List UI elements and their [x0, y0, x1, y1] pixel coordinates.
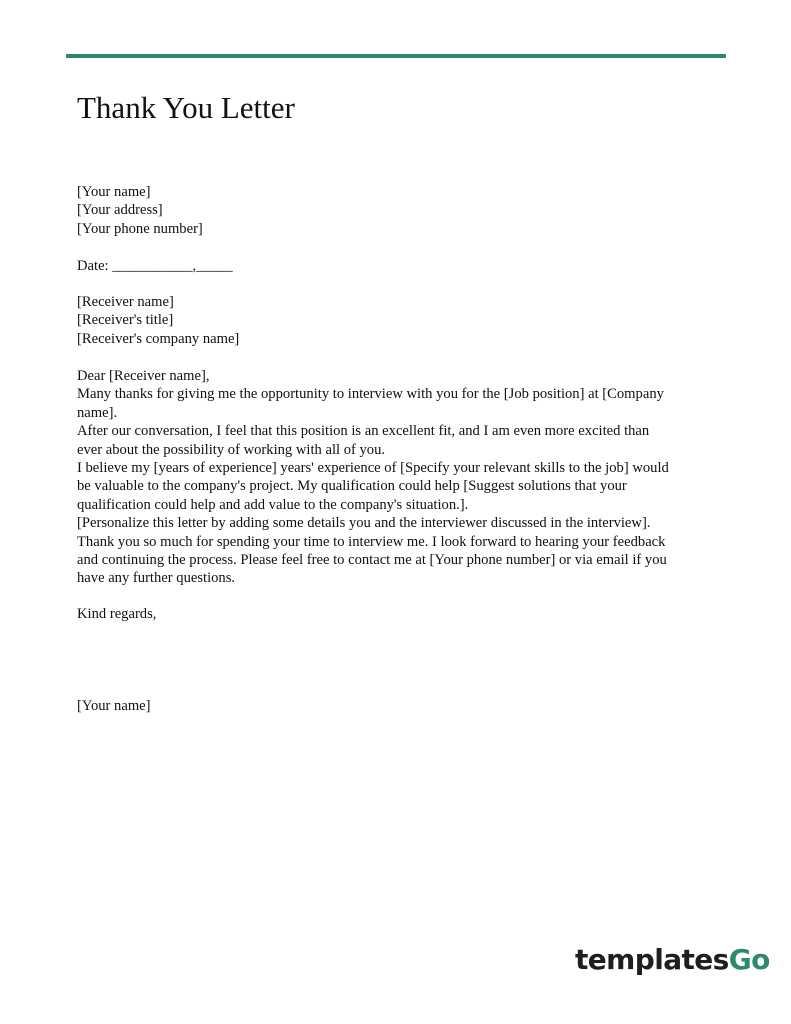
letter-title: Thank You Letter	[77, 90, 295, 125]
body-line: ever about the possibility of working with all of you.	[77, 441, 386, 458]
body-line: Many thanks for giving me the opportunity to interview with you for the [Job position] at [Company	[77, 386, 664, 403]
receiver-block	[77, 293, 239, 348]
body-line: and continuing the process. Please feel free to contact me at [Your phone number] or via email if you	[77, 552, 667, 569]
receiver-name: [Receiver name]	[77, 294, 174, 310]
closing-block	[77, 605, 156, 623]
sender-phone: [Your phone number]	[77, 220, 203, 237]
logo-text-go: Go	[728, 943, 770, 976]
receiver-title: [Receiver's title]	[77, 312, 174, 329]
body-line: qualification could help and add value to the company's situation.].	[77, 496, 469, 513]
signature-name: [Your name]	[77, 698, 151, 714]
body-line: Dear [Receiver name],	[77, 368, 210, 384]
body-line: I believe my [years of experience] years' experience of [Specify your relevant skills to the job] would	[77, 460, 669, 477]
body-line: Thank you so much for spending your time to interview me. I look forward to hearing your feedback	[77, 533, 666, 550]
letter-body	[77, 367, 669, 588]
date-line: Date: ___________,_____	[77, 258, 233, 274]
body-line: [Personalize this letter by adding some details you and the interviewer discussed in the interview].	[77, 515, 651, 532]
body-line: be valuable to the company's project. My qualification could help [Suggest solutions that your	[77, 478, 627, 495]
sender-name: [Your name]	[77, 184, 151, 200]
receiver-company: [Receiver's company name]	[77, 330, 240, 347]
body-line: name].	[77, 404, 118, 421]
body-line: After our conversation, I feel that this position is an excellent fit, and I am even more excited than	[77, 423, 650, 440]
closing-line: Kind regards,	[77, 606, 157, 622]
logo-text-templates: templates	[575, 943, 729, 976]
signature-block	[77, 697, 151, 715]
templatesgo-logo	[575, 940, 770, 980]
sender-address: [Your address]	[77, 202, 163, 219]
date-block	[77, 257, 233, 275]
body-line: have any further questions.	[77, 570, 236, 587]
header-accent-rule	[66, 54, 726, 58]
sender-block	[77, 183, 203, 238]
